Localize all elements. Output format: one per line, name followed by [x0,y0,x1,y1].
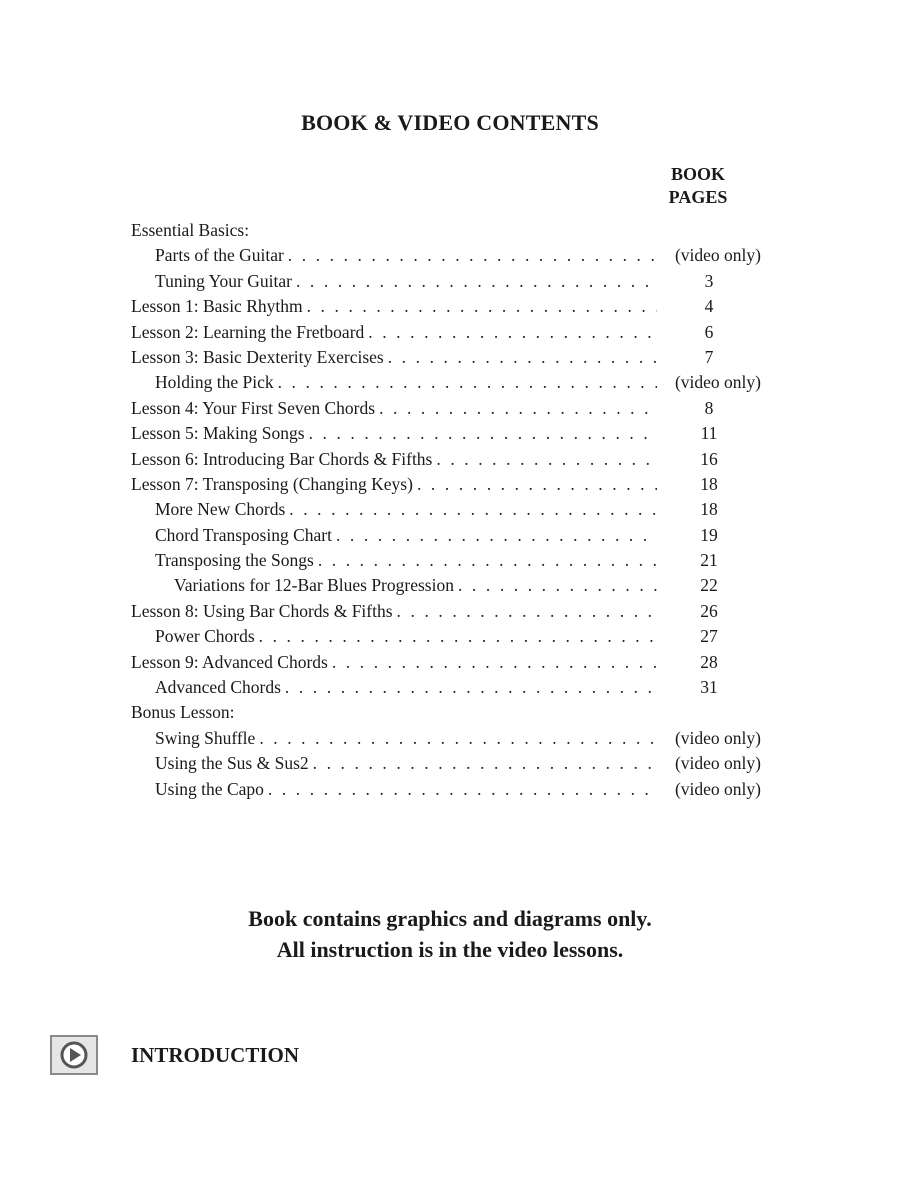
toc-entry-page: 3 [704,270,714,291]
toc-entry [131,624,761,649]
toc-entry-page: (video only) [674,727,761,748]
toc-leader-dots [318,548,657,573]
instruction-note [0,903,900,965]
toc-leader-dots [379,396,657,421]
toc-entry-label: Lesson 5: Making Songs [131,423,305,444]
toc-leader-dots [458,573,657,598]
toc-leader-dots [259,726,657,751]
toc-leader-dots [313,751,657,776]
toc-entry-page: (video only) [674,245,761,266]
toc-entry [131,523,761,548]
toc-entry-label: Transposing the Songs [155,550,314,571]
play-button-icon-graphic [52,1037,96,1073]
toc-entry-page: 6 [704,321,714,342]
toc-leader-dots [417,472,657,497]
toc-entry [131,497,761,522]
toc-leader-dots [259,624,657,649]
toc-entry [131,345,761,370]
note-line-2: All instruction is in the video lessons. [276,937,624,962]
toc-entry-label: More New Chords [155,499,286,520]
toc-entry-page: 4 [704,296,714,317]
toc-entry-page: 22 [700,575,718,596]
toc-entry [131,269,761,294]
toc-leader-dots [336,523,657,548]
toc-entry-page: (video only) [674,753,761,774]
toc-entry [131,650,761,675]
toc-leader-dots [368,320,657,345]
toc-entry-label: Holding the Pick [155,372,274,393]
toc-entry-label: Lesson 9: Advanced Chords [131,651,328,672]
toc-leader-dots [268,777,657,802]
toc-entry-label: Swing Shuffle [155,727,256,748]
toc-entry-page: 26 [700,600,718,621]
introduction-label: INTRODUCTION [131,1043,300,1067]
toc-entry-page: 18 [700,499,718,520]
toc-leader-dots [296,269,657,294]
book-pages-column-header [648,163,748,209]
toc-entry [131,370,761,395]
toc-leader-dots [332,650,657,675]
toc-entry [131,243,761,268]
toc-entry [131,218,761,243]
toc-entry [131,421,761,446]
contents-title: BOOK & VIDEO CONTENTS [301,110,599,135]
table-of-contents [131,218,761,802]
toc-leader-dots [436,447,657,472]
toc-leader-dots [278,370,657,395]
toc-leader-dots [388,345,657,370]
toc-entry [131,447,761,472]
toc-entry [131,472,761,497]
toc-entry-label: Parts of the Guitar [155,245,284,266]
toc-entry [131,599,761,624]
toc-entry-label: Bonus Lesson: [131,702,235,723]
toc-entry [131,294,761,319]
toc-entry-page: 16 [700,448,718,469]
toc-entry-label: Lesson 8: Using Bar Chords & Fifths [131,600,393,621]
toc-leader-dots [285,675,657,700]
toc-entry-label: Lesson 1: Basic Rhythm [131,296,303,317]
column-header-line2: PAGES [668,187,728,207]
toc-entry [131,573,761,598]
toc-entry-page: 28 [700,651,718,672]
toc-entry-label: Using the Capo [155,778,264,799]
toc-entry [131,726,761,751]
toc-leader-dots [307,294,657,319]
toc-leader-dots [288,243,657,268]
toc-entry-page: (video only) [674,778,761,799]
toc-entry [131,777,761,802]
toc-entry-label: Power Chords [155,626,255,647]
play-button-icon[interactable] [50,1035,98,1075]
toc-entry-page: 7 [704,346,714,367]
toc-entry-page: 11 [700,423,718,444]
toc-entry-label: Variations for 12-Bar Blues Progression [174,575,454,596]
toc-entry [131,675,761,700]
toc-entry-page: 19 [700,524,718,545]
toc-entry-page: 31 [700,677,718,698]
toc-entry-page: 27 [700,626,718,647]
toc-leader-dots [289,497,657,522]
toc-entry-label: Lesson 4: Your First Seven Chords [131,397,376,418]
toc-entry-label: Essential Basics: [131,220,250,240]
toc-entry-label: Tuning Your Guitar [155,270,292,291]
toc-entry-label: Advanced Chords [155,677,281,698]
toc-entry-label: Lesson 3: Basic Dexterity Exercises [131,346,384,367]
toc-entry-page: (video only) [674,372,761,393]
toc-entry-label: Lesson 2: Learning the Fretboard [131,321,365,342]
toc-entry [131,700,761,725]
toc-entry [131,396,761,421]
toc-leader-dots [309,421,657,446]
toc-entry [131,320,761,345]
toc-leader-dots [397,599,657,624]
toc-entry-label: Chord Transposing Chart [155,524,332,545]
toc-entry-page: 18 [700,473,718,494]
toc-entry-label: Using the Sus & Sus2 [155,753,309,774]
toc-entry [131,751,761,776]
toc-entry-page: 8 [704,397,714,418]
toc-entry-label: Lesson 7: Transposing (Changing Keys) [131,473,413,494]
column-header-line1: BOOK [670,164,725,184]
toc-entry [131,548,761,573]
toc-entry-label: Lesson 6: Introducing Bar Chords & Fifths [131,448,433,469]
toc-entry-page: 21 [700,550,718,571]
note-line-1: Book contains graphics and diagrams only. [248,906,652,931]
